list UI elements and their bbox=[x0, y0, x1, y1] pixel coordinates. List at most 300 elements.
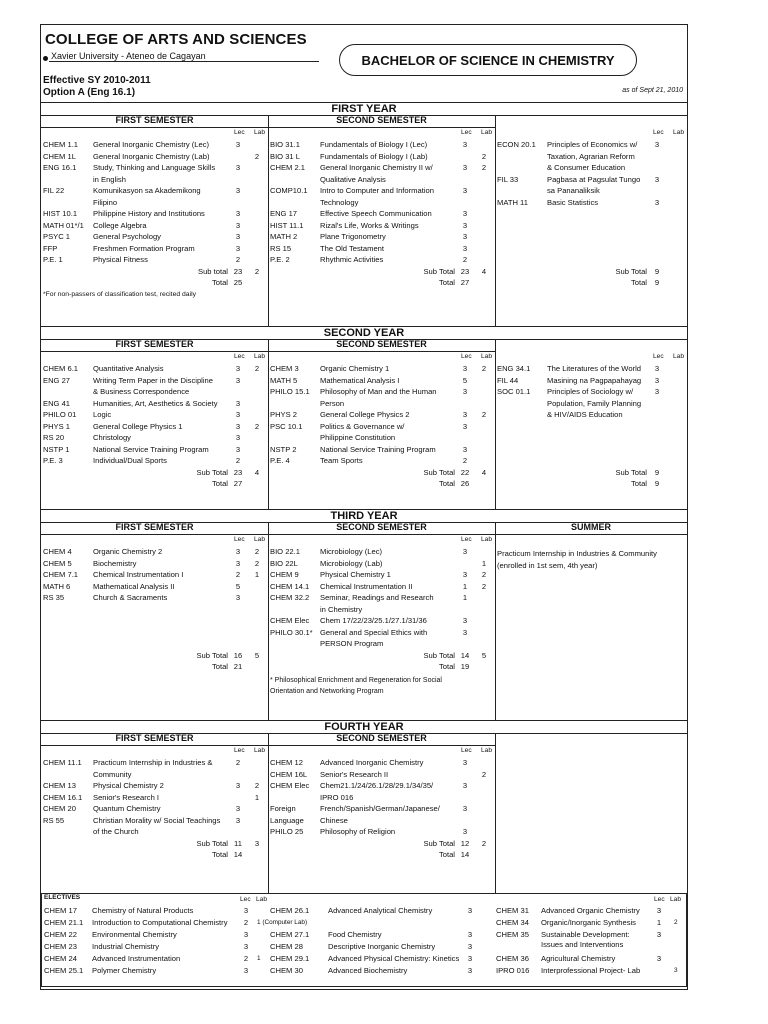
course-code: PSYC 1 bbox=[43, 232, 71, 241]
course-title-cont: Taxation, Agrarian Reform bbox=[547, 151, 635, 161]
course-title: Logic bbox=[93, 410, 112, 419]
elective-lec: 3 bbox=[467, 966, 473, 975]
lec-header: Lec bbox=[461, 747, 472, 754]
course-title-cont: Population, Family Planning bbox=[547, 398, 642, 408]
subtotal-label: Sub Total bbox=[423, 266, 455, 276]
course-title: Chem21.1/24/26.1/28/29.1/34/35/ bbox=[320, 781, 434, 790]
elective-code: CHEM 31 bbox=[496, 906, 529, 915]
semester-heading: FIRST SEMESTER bbox=[115, 733, 194, 743]
course-title: Philosophy of Man and the Human bbox=[320, 387, 437, 396]
elective-title: Industrial Chemistry bbox=[92, 942, 160, 951]
course-code: CHEM 12 bbox=[270, 758, 303, 767]
course-code: CHEM 32.2 bbox=[270, 593, 310, 602]
course-title-cont: IPRO 016 bbox=[320, 792, 354, 802]
lab-header: Lab bbox=[673, 353, 685, 360]
course-code: RS 15 bbox=[270, 243, 292, 253]
total-label: Total bbox=[211, 662, 228, 671]
course-title-cont: Community bbox=[93, 769, 132, 779]
total-value: 9 bbox=[654, 479, 660, 488]
lec-units: 3 bbox=[235, 804, 241, 813]
summer-heading: SUMMER bbox=[571, 522, 611, 532]
elective-title: Advanced Instrumentation bbox=[92, 954, 181, 963]
course-code: P.E. 2 bbox=[270, 255, 290, 264]
lec-header: Lec bbox=[461, 353, 472, 360]
lec-units: 3 bbox=[462, 627, 468, 637]
course-title: Organic Chemistry 2 bbox=[93, 547, 163, 556]
lec-header: Lec bbox=[461, 536, 472, 543]
lec-units: 3 bbox=[235, 444, 241, 454]
elective-code: CHEM 29.1 bbox=[270, 954, 310, 963]
course-code: PHILO 01 bbox=[43, 410, 77, 419]
course-title: The Old Testament bbox=[320, 243, 385, 253]
elective-lec: 3 bbox=[467, 930, 473, 939]
elective-lab: 1 bbox=[257, 955, 261, 962]
lec-units: 3 bbox=[462, 220, 468, 230]
course-title: Chemical Instrumentation II bbox=[320, 581, 413, 591]
lec-units: 3 bbox=[462, 163, 468, 172]
course-title: Plane Trigonometry bbox=[320, 232, 386, 241]
course-code: FIL 33 bbox=[497, 174, 519, 184]
summer-practicum: Practicum Internship in Industries & Community bbox=[497, 549, 657, 558]
lec-units: 3 bbox=[235, 421, 241, 431]
elective-lec: 3 bbox=[467, 906, 473, 915]
subtotal-lab: 4 bbox=[481, 266, 487, 276]
subtotal-lec: 23 bbox=[233, 266, 243, 276]
total-label: Total bbox=[211, 278, 228, 287]
course-title: Practicum Internship in Industries & bbox=[93, 758, 213, 767]
total-value: 9 bbox=[654, 278, 660, 287]
course-title: Quantitative Analysis bbox=[93, 364, 164, 373]
course-title: Humanities, Art, Aesthetics & Society bbox=[93, 398, 218, 408]
course-title: General Inorganic Chemistry II w/ bbox=[320, 163, 433, 172]
course-code: CHEM 3 bbox=[270, 364, 299, 373]
elective-title: Organic/Inorganic Synthesis bbox=[541, 918, 636, 927]
lec-units: 3 bbox=[462, 781, 468, 790]
course-code: P.E. 3 bbox=[43, 456, 63, 465]
subtotal-label: Sub Total bbox=[615, 467, 647, 477]
course-code: ENG 27 bbox=[43, 375, 71, 385]
course-code: FFP bbox=[43, 243, 58, 253]
second-year-heading: SECOND YEAR bbox=[41, 326, 687, 340]
course-title-cont: Philippine Constitution bbox=[320, 433, 396, 442]
lec-units: 3 bbox=[235, 593, 241, 602]
lec-units: 3 bbox=[235, 186, 241, 195]
electives-lec-header: Lec bbox=[240, 896, 251, 903]
lec-units: 3 bbox=[462, 421, 468, 431]
option-label: Option A (Eng 16.1) bbox=[43, 87, 136, 98]
course-code: BIO 31 L bbox=[270, 151, 300, 161]
elective-title: Environmental Chemistry bbox=[92, 930, 177, 939]
course-code: PHYS 1 bbox=[43, 421, 71, 431]
course-title: Fundamentals of Biology I (Lec) bbox=[320, 140, 428, 149]
lab-header: Lab bbox=[481, 353, 493, 360]
total-label: Total bbox=[438, 278, 455, 287]
lab-header: Lab bbox=[254, 129, 266, 136]
course-title: Christian Morality w/ Social Teachings bbox=[93, 815, 221, 825]
total-label: Total bbox=[211, 479, 228, 488]
elective-code: CHEM 26.1 bbox=[270, 906, 310, 915]
elective-lec: 3 bbox=[467, 942, 473, 951]
course-code: CHEM Elec bbox=[270, 616, 310, 625]
course-title: General and Special Ethics with bbox=[320, 627, 428, 637]
course-code: MATH 5 bbox=[270, 375, 298, 385]
course-code: CHEM Elec bbox=[270, 781, 310, 790]
lec-units: 3 bbox=[235, 163, 241, 172]
course-title: Biochemistry bbox=[93, 558, 137, 568]
elective-lec: 1 bbox=[656, 918, 662, 927]
elective-code: CHEM 21.1 bbox=[44, 918, 84, 927]
elective-code: CHEM 22 bbox=[44, 930, 77, 939]
total-value: 21 bbox=[233, 662, 243, 671]
subtotal-lab: 5 bbox=[481, 650, 487, 660]
course-title: Physical Chemistry 1 bbox=[320, 570, 391, 579]
course-title: Komunikasyon sa Akademikong bbox=[93, 186, 201, 195]
electives-lab-header-right: Lab bbox=[670, 896, 682, 903]
philo-note-cont: Orientation and Networking Program bbox=[270, 688, 384, 695]
subtotal-lec: 23 bbox=[233, 467, 243, 477]
semester-heading: FIRST SEMESTER bbox=[115, 115, 194, 125]
lec-header: Lec bbox=[234, 353, 245, 360]
lec-units: 3 bbox=[654, 387, 660, 396]
elective-lec: 3 bbox=[656, 930, 662, 939]
total-label: Total bbox=[630, 278, 647, 287]
column-divider bbox=[268, 733, 269, 893]
course-code: ENG 34.1 bbox=[497, 364, 531, 373]
elective-code: CHEM 27.1 bbox=[270, 930, 310, 939]
course-title: Christology bbox=[93, 433, 131, 442]
lec-units: 3 bbox=[462, 547, 468, 556]
subtotal-lec: 23 bbox=[460, 266, 470, 276]
lec-units: 3 bbox=[235, 410, 241, 419]
lec-units: 5 bbox=[235, 581, 241, 591]
course-code: CHEM 14.1 bbox=[270, 581, 310, 591]
total-label: Total bbox=[630, 479, 647, 488]
course-title: Physical Chemistry 2 bbox=[93, 781, 164, 790]
elective-title: Advanced Analytical Chemistry bbox=[328, 906, 433, 915]
elective-code: IPRO 016 bbox=[496, 966, 530, 975]
total-label: Total bbox=[211, 850, 228, 859]
course-code: NSTP 1 bbox=[43, 444, 70, 454]
course-code: FIL 44 bbox=[497, 375, 519, 385]
course-title: Church & Sacraments bbox=[93, 593, 168, 602]
lab-units: 2 bbox=[481, 570, 487, 579]
program-title: BACHELOR OF SCIENCE IN CHEMISTRY bbox=[361, 52, 615, 68]
lec-units: 3 bbox=[235, 220, 241, 230]
elective-lec: 2 bbox=[243, 954, 249, 963]
total-value: 14 bbox=[233, 850, 243, 859]
course-code: MATH 6 bbox=[43, 581, 71, 591]
lec-units: 3 bbox=[235, 558, 241, 568]
course-title-cont: & Consumer Education bbox=[547, 163, 626, 172]
course-title: French/Spanish/German/Japanese/ bbox=[320, 804, 440, 813]
elective-lab: 3 bbox=[674, 967, 678, 974]
course-code: ENG 17 bbox=[270, 209, 298, 218]
lec-units: 3 bbox=[235, 815, 241, 825]
lec-units: 3 bbox=[462, 410, 468, 419]
subtotal-value: 9 bbox=[654, 266, 660, 276]
total-value: 19 bbox=[460, 662, 470, 671]
course-title: College Algebra bbox=[93, 220, 147, 230]
course-code: MATH 11 bbox=[497, 197, 528, 207]
course-title-cont: & HIV/AIDS Education bbox=[547, 410, 623, 419]
course-title: Quantum Chemistry bbox=[93, 804, 161, 813]
course-title: The Literatures of the World bbox=[547, 364, 641, 373]
subtotal-lec: 11 bbox=[234, 838, 242, 848]
lec-units: 3 bbox=[462, 209, 468, 218]
course-title-cont: Chinese bbox=[320, 815, 348, 825]
lec-units: 3 bbox=[235, 140, 241, 149]
lab-header: Lab bbox=[254, 747, 266, 754]
elective-title: Interprofessional Project- Lab bbox=[541, 966, 641, 975]
column-divider bbox=[268, 115, 269, 326]
course-title: Senior's Research I bbox=[93, 792, 160, 802]
lec-units: 2 bbox=[235, 570, 241, 579]
course-title-cont: Person bbox=[320, 398, 345, 408]
header-rule bbox=[49, 61, 319, 62]
elective-title-cont: Issues and Interventions bbox=[541, 940, 624, 949]
curriculum-sheet bbox=[40, 24, 688, 990]
lab-units: 2 bbox=[254, 781, 260, 790]
first-year-note: *For non-passers of classification test, recited daily bbox=[43, 290, 196, 298]
elective-title: Sustainable Development: bbox=[541, 930, 630, 939]
elective-title: Introduction to Computational Chemistry bbox=[92, 918, 228, 927]
course-title: General College Physics 2 bbox=[320, 410, 410, 419]
lab-header: Lab bbox=[481, 747, 493, 754]
semester-heading: SECOND SEMESTER bbox=[336, 115, 427, 125]
course-title: General Inorganic Chemistry (Lab) bbox=[93, 151, 210, 161]
course-title: Fundamentals of Biology I (Lab) bbox=[320, 151, 428, 161]
course-title: Principles of Economics w/ bbox=[547, 140, 638, 149]
elective-code: CHEM 34 bbox=[496, 918, 529, 927]
course-code: CHEM 9 bbox=[270, 570, 299, 579]
lab-units: 2 bbox=[481, 364, 487, 373]
elective-lec: 3 bbox=[656, 906, 662, 915]
semester-heading: SECOND SEMESTER bbox=[336, 339, 427, 349]
course-title: Masining na Pagpapahayag bbox=[547, 375, 642, 385]
total-label: Total bbox=[438, 662, 455, 671]
program-title-box bbox=[339, 44, 637, 76]
course-code: CHEM 7.1 bbox=[43, 570, 79, 579]
course-title-cont: in Chemistry bbox=[320, 604, 363, 614]
subtotal-lec: 16 bbox=[233, 650, 243, 660]
lec-units: 1 bbox=[462, 593, 468, 602]
course-code: PHILO 25 bbox=[270, 827, 304, 836]
lec-units: 3 bbox=[462, 387, 468, 396]
course-code: MATH 01*/1 bbox=[43, 220, 84, 230]
lab-header: Lab bbox=[254, 536, 266, 543]
course-title: Basic Statistics bbox=[547, 197, 599, 207]
column-divider bbox=[495, 115, 496, 326]
course-title: Microbiology (Lab) bbox=[320, 558, 383, 568]
course-title: Effective Speech Communication bbox=[320, 209, 432, 218]
elective-lec: 3 bbox=[243, 930, 249, 939]
subtotal-lec: 14 bbox=[460, 650, 470, 660]
lec-header: Lec bbox=[653, 129, 664, 136]
course-code: NSTP 2 bbox=[270, 444, 297, 454]
course-title: Philosophy of Religion bbox=[320, 827, 396, 836]
lec-units: 3 bbox=[235, 781, 241, 790]
subtotal-label: Sub Total bbox=[615, 266, 647, 276]
lec-units: 3 bbox=[235, 398, 241, 408]
lec-units: 3 bbox=[654, 364, 660, 373]
lec-units: 3 bbox=[462, 804, 468, 813]
electives-label: ELECTIVES bbox=[44, 894, 81, 901]
elective-lab: 2 bbox=[674, 919, 678, 926]
lec-units: 3 bbox=[654, 375, 660, 385]
course-code: COMP10.1 bbox=[270, 186, 308, 195]
course-code: RS 20 bbox=[43, 433, 65, 442]
lec-units: 3 bbox=[462, 364, 468, 373]
subtotal-lab: 4 bbox=[481, 467, 487, 477]
total-value: 26 bbox=[460, 479, 470, 488]
lab-units: 2 bbox=[254, 364, 260, 373]
course-code: P.E. 4 bbox=[270, 456, 290, 465]
lab-units: 2 bbox=[481, 163, 487, 172]
course-code: SOC 01.1 bbox=[497, 387, 531, 396]
subtotal-lab: 4 bbox=[254, 467, 260, 477]
course-title: Study, Thinking and Language Skills bbox=[93, 163, 216, 172]
lec-header: Lec bbox=[234, 129, 245, 136]
lec-units: 5 bbox=[462, 375, 468, 385]
as-of-date: as of Sept 21, 2010 bbox=[622, 87, 683, 94]
course-title: Philippine History and Institutions bbox=[93, 209, 205, 218]
course-code: RS 35 bbox=[43, 593, 65, 602]
column-divider bbox=[268, 522, 269, 720]
course-title-cont: Filipino bbox=[93, 197, 118, 207]
first-year-heading: FIRST YEAR bbox=[41, 102, 687, 116]
course-code: P.E. 1 bbox=[43, 255, 63, 264]
electives-section bbox=[41, 893, 687, 987]
subtotal-value: 9 bbox=[654, 467, 660, 477]
lec-units: 3 bbox=[654, 140, 660, 149]
elective-lab: 1 (Computer Lab) bbox=[257, 919, 308, 926]
summer-enrollment: (enrolled in 1st sem, 4th year) bbox=[497, 560, 598, 570]
course-title: Mathematical Analysis II bbox=[93, 581, 175, 591]
course-title-cont: & Business Correspondence bbox=[93, 387, 190, 396]
course-title: Rizal's Life, Works & Writings bbox=[320, 220, 419, 230]
course-code: PHYS 2 bbox=[270, 410, 298, 419]
subtotal-label: Sub total bbox=[198, 266, 228, 276]
total-value: 25 bbox=[233, 278, 243, 287]
elective-lec: 3 bbox=[467, 954, 473, 963]
lec-units: 3 bbox=[654, 197, 660, 207]
course-code: CHEM 4 bbox=[43, 547, 72, 556]
lec-units: 3 bbox=[235, 243, 241, 253]
semester-heading: FIRST SEMESTER bbox=[115, 522, 194, 532]
elective-code: CHEM 23 bbox=[44, 942, 77, 951]
course-title: Individual/Dual Sports bbox=[93, 456, 167, 465]
lab-header: Lab bbox=[481, 536, 493, 543]
lec-units: 2 bbox=[235, 758, 241, 767]
lec-units: 3 bbox=[235, 232, 241, 241]
course-title: Chemical Instrumentation I bbox=[93, 570, 184, 579]
lab-units: 2 bbox=[481, 769, 487, 779]
lec-units: 3 bbox=[462, 186, 468, 195]
subtotal-lab: 5 bbox=[254, 650, 260, 660]
total-label: Total bbox=[438, 850, 455, 859]
subtotal-lec: 12 bbox=[460, 838, 470, 848]
course-title: Advanced Inorganic Chemistry bbox=[320, 758, 424, 767]
lec-units: 2 bbox=[462, 456, 468, 465]
fourth-year-heading: FOURTH YEAR bbox=[41, 720, 687, 734]
lec-units: 3 bbox=[235, 364, 241, 373]
course-title: Chem 17/22/23/25.1/27.1/31/36 bbox=[320, 616, 427, 625]
lab-units: 2 bbox=[481, 151, 487, 161]
total-value: 14 bbox=[460, 850, 470, 859]
lec-units: 3 bbox=[462, 616, 468, 625]
course-code: HIST 11.1 bbox=[270, 220, 304, 230]
course-title: Intro to Computer and Information bbox=[320, 186, 434, 195]
electives-lab-header: Lab bbox=[256, 896, 268, 903]
lec-units: 3 bbox=[462, 570, 468, 579]
course-code: BIO 22L bbox=[270, 558, 298, 568]
course-title-cont: PERSON Program bbox=[320, 639, 384, 648]
lab-units: 1 bbox=[254, 570, 260, 579]
university-name: Xavier University - Ateneo de Cagayan bbox=[51, 51, 206, 61]
course-title: Politics & Governance w/ bbox=[320, 421, 405, 431]
course-code: RS 55 bbox=[43, 815, 65, 825]
lec-units: 3 bbox=[462, 758, 468, 767]
lab-header: Lab bbox=[254, 353, 266, 360]
course-title: Team Sports bbox=[320, 456, 363, 465]
elective-title: Polymer Chemistry bbox=[92, 966, 157, 975]
elective-code: CHEM 17 bbox=[44, 906, 77, 915]
philo-note: * Philosophical Enrichment and Regeneration for Social bbox=[270, 676, 442, 684]
course-title: National Service Training Program bbox=[320, 444, 436, 454]
course-code: CHEM 1.1 bbox=[43, 140, 79, 149]
course-title: Principles of Sociology w/ bbox=[547, 387, 634, 396]
lec-units: 3 bbox=[462, 827, 468, 836]
lec-units: 2 bbox=[235, 255, 241, 264]
course-code: CHEM 5 bbox=[43, 558, 72, 568]
column-divider bbox=[495, 733, 496, 893]
course-code: CHEM 2.1 bbox=[270, 163, 306, 172]
lec-units: 3 bbox=[235, 547, 241, 556]
course-title: Writing Term Paper in the Discipline bbox=[93, 375, 214, 385]
course-title-cont: in English bbox=[93, 174, 126, 184]
course-code: HIST 10.1 bbox=[43, 209, 78, 218]
course-code: ECON 20.1 bbox=[497, 140, 536, 149]
course-code: MATH 2 bbox=[270, 232, 298, 241]
semester-heading: SECOND SEMESTER bbox=[336, 522, 427, 532]
course-code: ENG 41 bbox=[43, 398, 71, 408]
elective-title: Chemistry of Natural Products bbox=[92, 906, 194, 915]
course-code: CHEM 16L bbox=[270, 769, 308, 779]
subtotal-lec: 22 bbox=[460, 467, 470, 477]
elective-lec: 3 bbox=[243, 966, 249, 975]
bullet-dot bbox=[43, 56, 48, 61]
lec-units: 3 bbox=[462, 243, 468, 253]
elective-code: CHEM 25.1 bbox=[44, 966, 84, 975]
lab-units: 2 bbox=[254, 547, 260, 556]
third-year-heading: THIRD YEAR bbox=[41, 509, 687, 523]
lab-units: 1 bbox=[481, 558, 487, 568]
subtotal-label: Sub Total bbox=[423, 467, 455, 477]
course-code: CHEM 16.1 bbox=[43, 792, 83, 802]
total-label: Total bbox=[438, 479, 455, 488]
lec-header: Lec bbox=[234, 747, 245, 754]
lab-header: Lab bbox=[673, 129, 685, 136]
lec-header: Lec bbox=[461, 129, 472, 136]
college-name: COLLEGE OF ARTS AND SCIENCES bbox=[45, 31, 307, 48]
subtotal-label: Sub Total bbox=[196, 838, 228, 848]
course-title: Organic Chemistry 1 bbox=[320, 364, 390, 373]
elective-code: CHEM 24 bbox=[44, 954, 77, 963]
effective-year: Effective SY 2010-2011 bbox=[43, 75, 151, 86]
course-title: Freshmen Formation Program bbox=[93, 243, 195, 253]
lec-units: 3 bbox=[462, 232, 468, 241]
semester-heading: SECOND SEMESTER bbox=[336, 733, 427, 743]
